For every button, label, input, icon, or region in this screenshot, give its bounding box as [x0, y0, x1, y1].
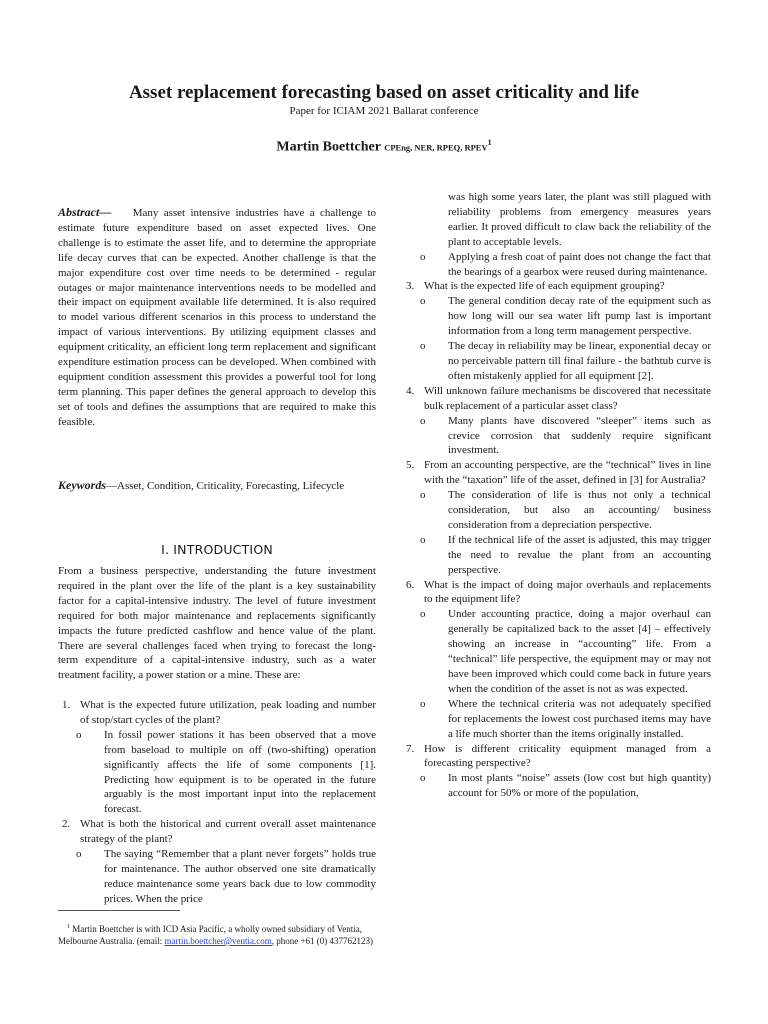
- footnote: [58, 921, 376, 947]
- footnote-divider: [58, 910, 180, 911]
- list-number: 1.: [62, 699, 71, 711]
- sub-bullet-item: [58, 728, 376, 817]
- list-item-text: From an accounting perspective, are the “technical” lives in line with the “taxation” life of the asset, defined in [3] for Australia?: [424, 459, 711, 487]
- bullet-icon: o: [420, 608, 426, 621]
- sub-bullet-text: Where the technical criteria was not adequately specified for replacements the lowest cost purchased items may have a life much shorter than the items originally installed.: [448, 697, 711, 740]
- sub-bullet-text: Under accounting practice, doing a major overhaul can generally be capitalized back to the asset [4] – effectively showing an increase in “accounting” life. From a “technical” life perspective, the equipment may or may not have been improved which could come back in future years when the condition of the asset is not as was expected.: [448, 608, 711, 695]
- sub-bullet-item: [402, 339, 711, 384]
- abstract: [58, 205, 376, 430]
- sub-bullet-text: The saying “Remember that a plant never forgets” holds true for maintenance. The author observed one site dramatically reduce maintenance some years back due to low commodity prices. When the price: [104, 848, 376, 905]
- list-number: 3.: [406, 280, 415, 293]
- intro-text: From a business perspective, understanding the future investment required in the plant over the life of the plant is a key sustainability factor for a capital-intensive industry. The level of future investment required for both major maintenance and replacements significantly impacts the future predicted cashflow and hence value of the plant. There are several challenges faced when trying to forecast the long-term expenditure of a capital-intensive industry, such as a water treatment facility, a power station or a mine. These are:: [58, 565, 376, 682]
- sub-bullet-item: [402, 250, 711, 280]
- sub-bullet-item: [402, 771, 711, 801]
- list-item: [402, 578, 711, 608]
- sub-bullet-text: If the technical life of the asset is adjusted, this may trigger the need to revalue the plant from an accounting perspective.: [448, 533, 711, 576]
- sub-bullet-text: In most plants “noise” assets (low cost but high quantity) account for 50% or more of the population,: [448, 772, 711, 800]
- sub-bullet-item: [402, 533, 711, 578]
- introduction-paragraph: [58, 564, 376, 683]
- challenge-list-left: [58, 698, 376, 907]
- abstract-text: Many asset intensive industries have a challenge to estimate future expenditure based on asset expected lives. One challenge is to estimate the asset life, and to determine the appropriate life decay curves that can be expected. Another challenge is that the major expenditure cost over time needs to be determined - regular outages or major maintenance interventions needs to be modelled and their impact on equipment available life determined. It is also required to model various different scenarios in this process to understand the impact of various interventions. By utilizing equipment classes and equipment criticality, an efficient long term replacement and significant expenditure estimation process can be developed. When combined with equipment condition assessment this provides a powerful tool for long term planning. This paper defines the general approach to develop this set of tools and defines the assumptions that are required to make this feasible.: [58, 207, 376, 428]
- list-item-text: How is different criticality equipment managed from a forecasting perspective?: [424, 742, 711, 770]
- bullet-icon: o: [420, 533, 426, 546]
- sub-bullet-text: Applying a fresh coat of paint does not change the fact that the bearings of a gearbox were reused during maintenance.: [448, 250, 711, 278]
- sub-bullet-text: The consideration of life is thus not only a technical consideration, but also an accounting/ business consideration from a depreciation perspective.: [448, 489, 711, 531]
- keywords-text: —Asset, Condition, Criticality, Forecasting, Lifecycle: [106, 480, 345, 492]
- list-item: [58, 817, 376, 847]
- bullet-icon: o: [420, 295, 426, 308]
- sub-bullet-item: [402, 607, 711, 696]
- bullet-icon: o: [420, 340, 426, 353]
- sub-bullet-item: [402, 697, 711, 742]
- list-item-text: Will unknown failure mechanisms be discovered that necessitate bulk replacement of a particular asset class?: [424, 384, 711, 412]
- abstract-lead: Abstract—: [58, 205, 112, 219]
- list-number: 4.: [406, 384, 415, 397]
- list-number: 2.: [62, 818, 71, 831]
- author-footnote-mark: 1: [487, 138, 492, 147]
- sub-bullet-text: Many plants have discovered “sleeper” items such as crevice corrosion that suddenly require significant investment.: [448, 414, 711, 457]
- bullet-icon: o: [420, 489, 426, 502]
- bullet-icon: o: [420, 697, 426, 710]
- list-item-text: What is the expected life of each equipment grouping?: [424, 280, 665, 293]
- list-item-text: What is the expected future utilization, peak loading and number of stop/start cycles of the plant?: [80, 699, 376, 726]
- keywords-lead: Keywords: [58, 478, 106, 492]
- author-line: [0, 138, 768, 156]
- list-item-text: What is the impact of doing major overhauls and replacements to the equipment life?: [424, 578, 711, 606]
- sub-bullet-text: The decay in reliability may be linear, exponential decay or no perceivable pattern till final failure - the bathtub curve is often mistakenly applied for all equipment [2].: [448, 340, 711, 382]
- bullet-icon: o: [76, 848, 82, 861]
- keywords: [58, 478, 376, 494]
- email-link[interactable]: martin.boettcher@ventia.com: [164, 936, 272, 946]
- list-item: [402, 458, 711, 488]
- continued-text: was high some years later, the plant was still plagued with reliability problems from emergency measures years earlier. It proved difficult to claw back the reliability of the plant to acceptable levels.: [448, 191, 711, 248]
- list-item-text: What is both the historical and current overall asset maintenance strategy of the plant?: [80, 818, 376, 846]
- section-heading-introduction: I. INTRODUCTION: [161, 542, 273, 557]
- list-item: [58, 698, 376, 728]
- list-number: 7.: [406, 742, 415, 755]
- challenge-list-right: [402, 190, 711, 801]
- sub-bullet-text: In fossil power stations it has been observed that a move from baseload to multiple on off (two-shifting) operation significantly affects the life of some components [1]. Predicting how equipment is to be operated in the future arguably is the most important input into the replacement forecast.: [104, 728, 376, 816]
- list-item: [402, 742, 711, 772]
- footnote-text-after: , phone +61 (0) 437762123): [271, 936, 374, 946]
- footnote-text: Martin Boettcher is with ICD Asia Pacific, a wholly owned subsidiary of Ventia, Melbourne Australia. (email:: [58, 924, 363, 946]
- list-item: [402, 279, 711, 294]
- list-item: [402, 384, 711, 414]
- sub-bullet-item: [402, 414, 711, 459]
- bullet-icon: o: [76, 728, 82, 741]
- list-number: 5.: [406, 459, 415, 472]
- bullet-icon: o: [420, 250, 426, 263]
- footnote-mark: 1: [67, 924, 70, 930]
- author-credentials: CPEng, NER, RPEQ, RPEV: [384, 142, 488, 153]
- sub-bullet-text: The general condition decay rate of the equipment such as how long will our sea water lift pump last is important information from a long term management perspective.: [448, 295, 711, 338]
- list-number: 6.: [406, 578, 415, 591]
- bullet-icon: o: [420, 414, 426, 427]
- author-name: Martin Boettcher: [276, 139, 381, 155]
- paper-title: Asset replacement forecasting based on asset criticality and life: [128, 82, 640, 103]
- sub-bullet-item: [402, 294, 711, 339]
- sub-bullet-item: [402, 488, 711, 533]
- bullet-icon: o: [420, 772, 426, 785]
- sub-bullet-item: [58, 847, 376, 907]
- paper-subtitle: Paper for ICIAM 2021 Ballarat conference: [289, 105, 479, 117]
